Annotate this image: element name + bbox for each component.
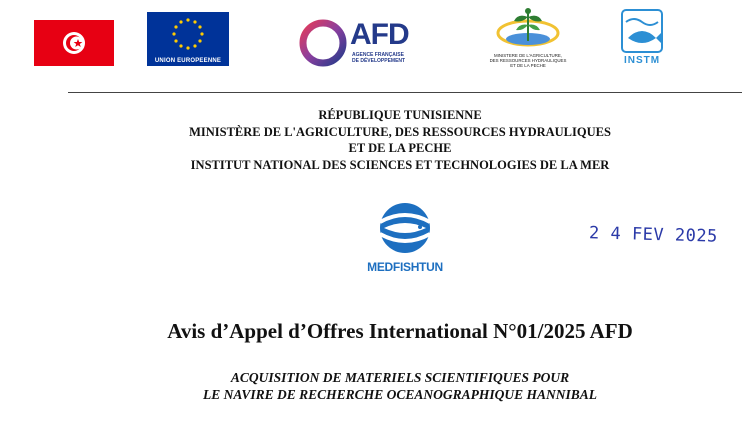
letterhead [0,107,753,173]
afd-wordmark: AFD [350,18,409,51]
ministry-emblem-icon [478,3,578,53]
eu-logo [147,12,229,66]
ministry-line-cont: ET DE LA PECHE [348,141,452,156]
institute-line: INSTITUT NATIONAL DES SCIENCES ET TECHNOLOGIES DE LA MER [190,157,610,172]
ministry-agriculture-logo [478,3,578,77]
medfishtun-fish-icon [360,200,450,260]
ministry-line: MINISTÈRE DE L'AGRICULTURE, DES RESSOURCES HYDRAULIQUES [189,124,611,139]
ministry-caption-line3: ET DE LA PECHE [510,63,546,69]
afd-subtitle-line1: AGENCE FRANÇAISE [352,52,404,58]
afd-ring-icon [297,14,349,74]
tender-title: Avis d’Appel d’Offres International N°01/2025 AFD [167,319,633,343]
instm-logo [614,8,670,68]
header-divider [68,92,742,93]
date-stamp: 2 4 FEV 2025 [588,223,719,247]
eu-label: UNION EUROPEENNE [154,58,222,64]
subtitle-line2: LE NAVIRE DE RECHERCHE OCEANOGRAPHIQUE HANNIBAL [203,387,597,402]
tunisia-flag-emblem-icon [34,20,114,66]
ministry-caption-line2: DES RESSOURCES HYDRAULIQUES [489,58,567,64]
instm-label: INSTM [623,55,661,66]
subtitle-line1: ACQUISITION DE MATERIELS SCIENTIFIQUES POUR [230,370,570,385]
afd-logo [297,14,419,74]
republic-line: RÉPUBLIQUE TUNISIENNE [318,108,482,122]
instm-fish-icon [614,8,670,54]
medfishtun-label: MEDFISHTUN [367,260,443,274]
tunisia-flag-logo [34,20,114,66]
tender-subtitle [0,369,753,403]
ministry-logo-caption [478,53,578,69]
afd-subtitle-line2: DE DÉVELOPPEMENT [352,58,406,64]
ministry-caption-line1: MINISTERE DE L'AGRICULTURE, [493,53,563,58]
afd-subtitle [352,52,422,64]
medfishtun-logo [360,200,450,275]
